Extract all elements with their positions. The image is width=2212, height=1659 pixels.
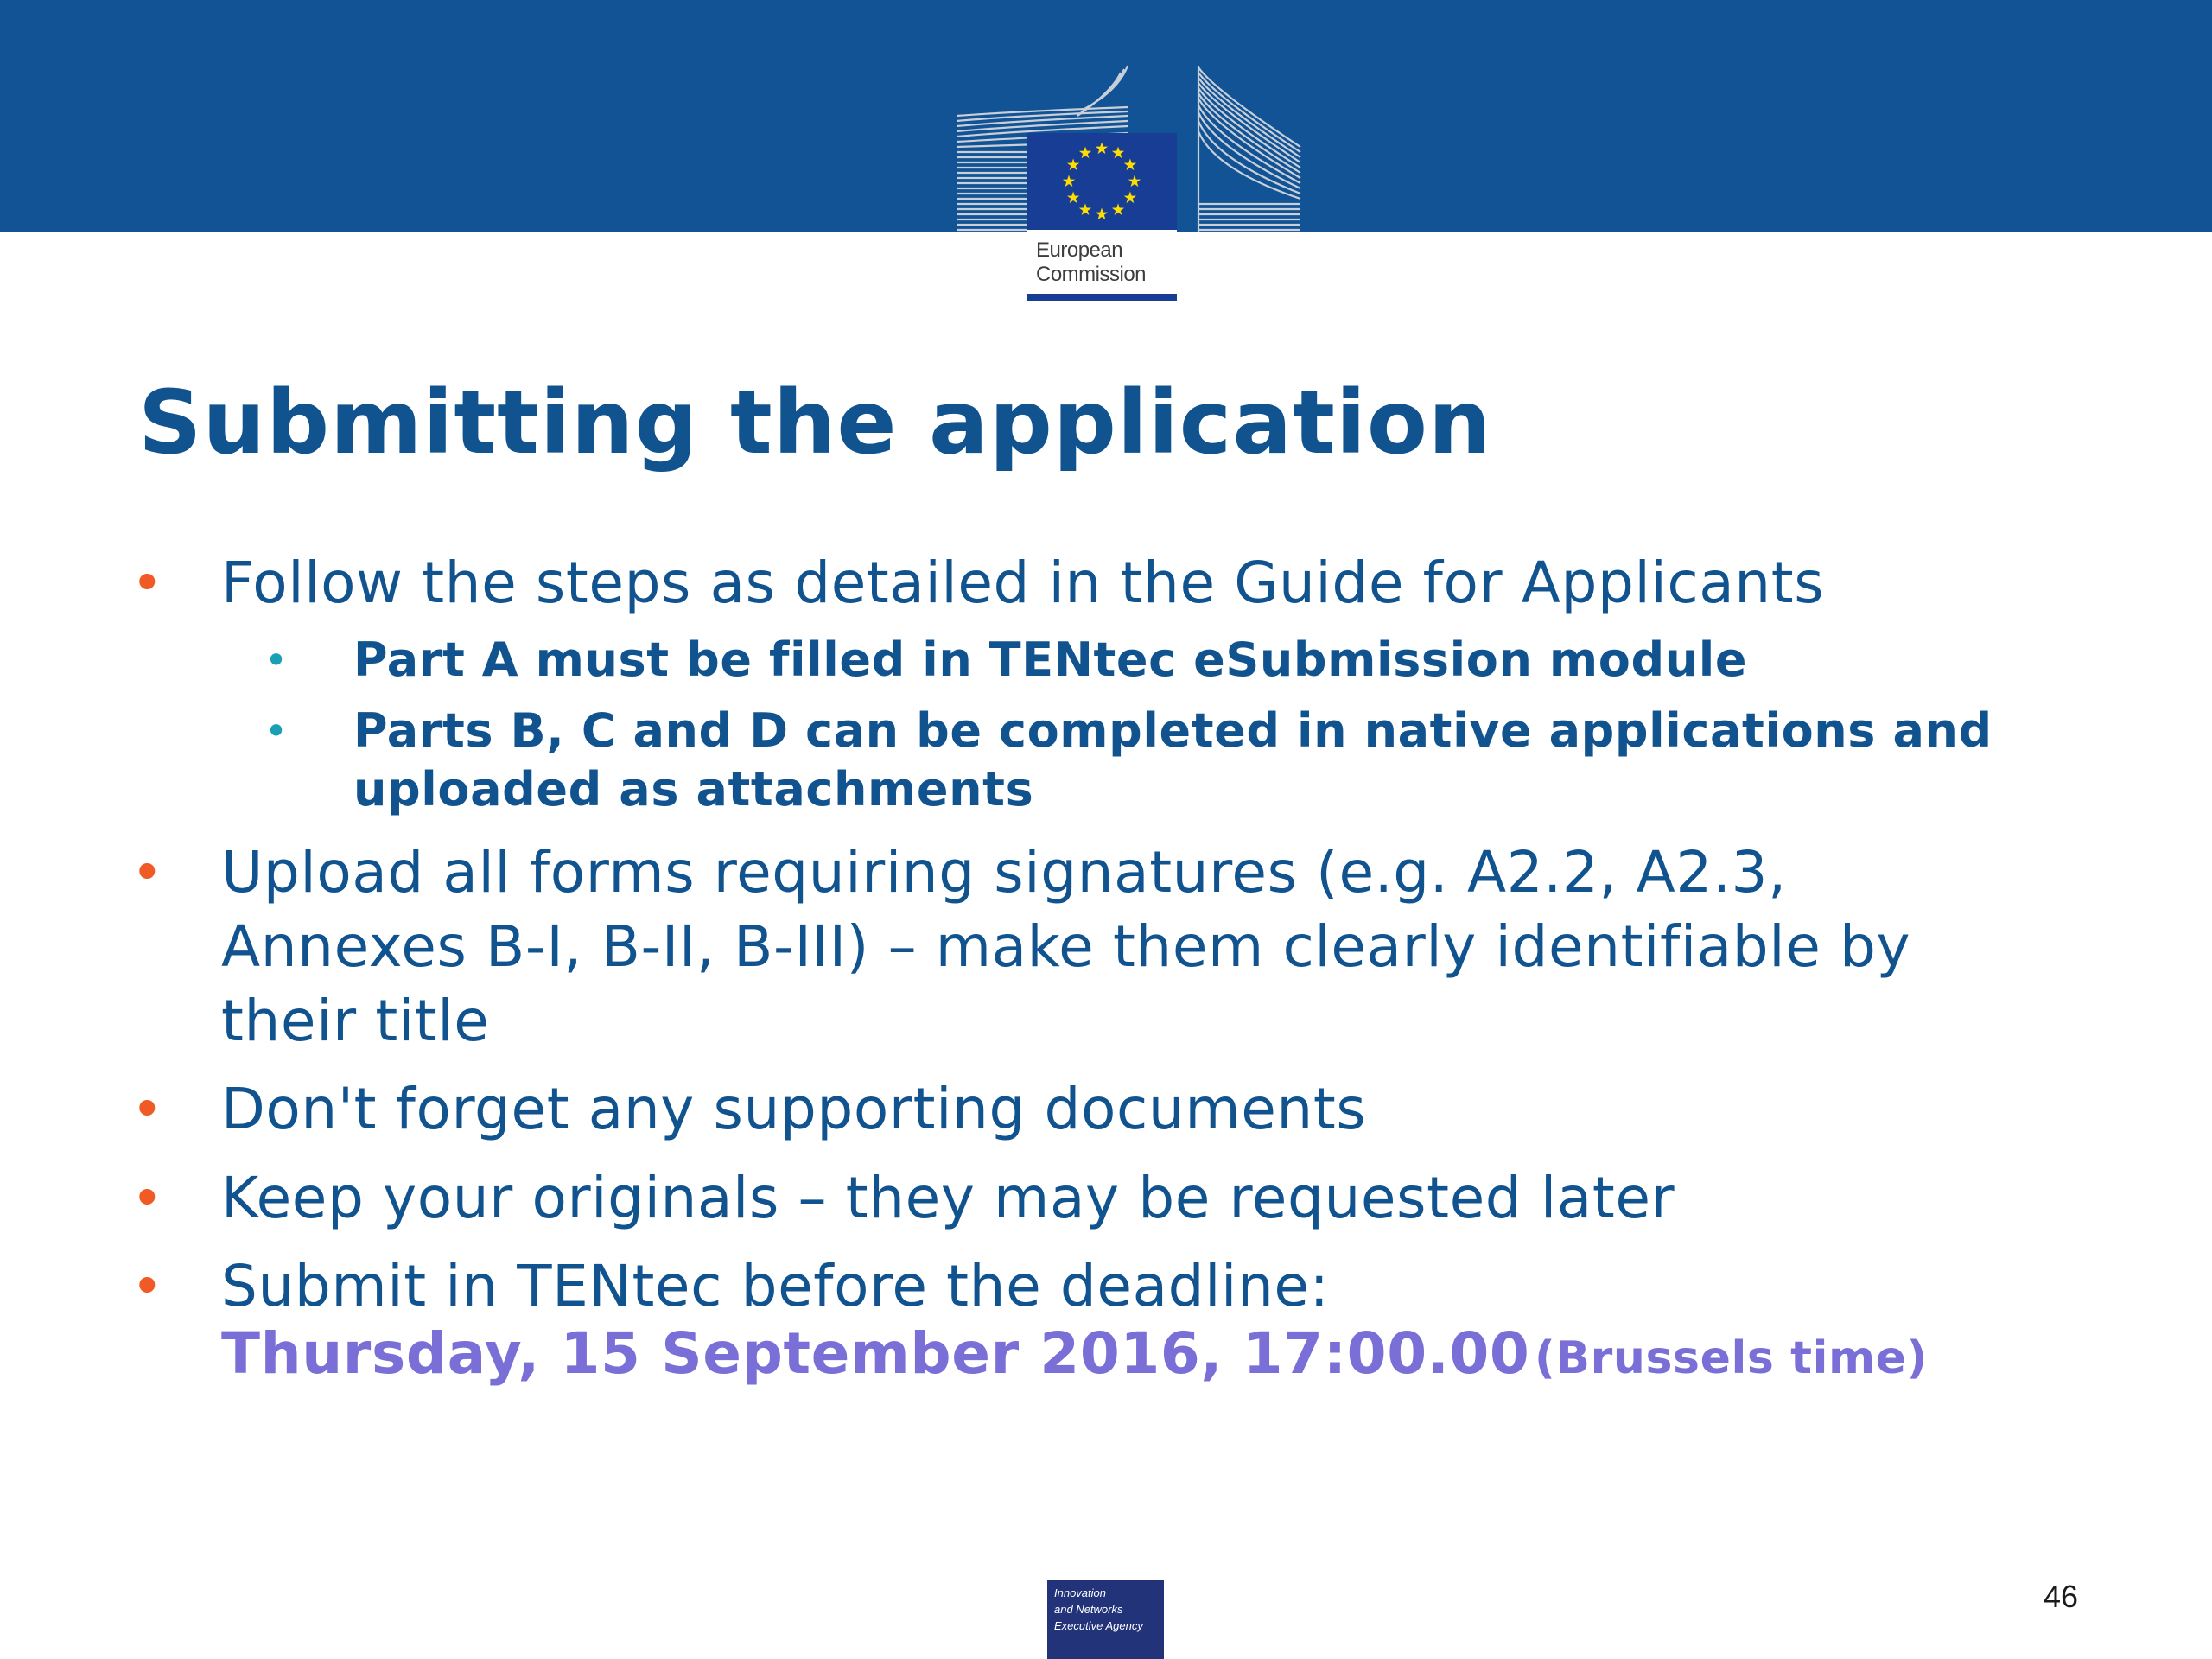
bullet-2-marker: • (131, 841, 163, 904)
sub-bullet-2-line1: Parts B, C and D can be completed in native applications and (353, 703, 1993, 758)
bullet-3-line: Don't forget any supporting documents (221, 1076, 1367, 1142)
bullet-3 (221, 1072, 2122, 1147)
bullet-2 (221, 836, 2122, 1058)
page-number: 46 (2043, 1579, 2078, 1614)
bullet-1-line: Follow the steps as detailed in the Guide for Applicants (221, 550, 1825, 616)
sub-bullet-2 (353, 702, 2125, 819)
ec-building-right-icon (1198, 66, 1300, 232)
inea-logo-line2: and Networks (1054, 1603, 1123, 1616)
inea-logo-line3: Executive Agency (1054, 1619, 1143, 1632)
sub-bullet-2-line2: uploaded as attachments (353, 762, 1034, 817)
sub-bullet-2-marker: • (264, 708, 289, 754)
logo-text-line1: European (1036, 238, 1123, 262)
bullet-2-line1: Upload all forms requiring signatures (e.g. A2.2, A2.3, (221, 839, 1787, 906)
inea-logo (1047, 1580, 1164, 1659)
bullet-5-marker: • (131, 1255, 163, 1318)
logo-bottom-bar (1027, 294, 1177, 301)
inea-logo-text (1054, 1585, 1161, 1634)
deadline-date: Thursday, 15 September 2016, 17:00.00 (221, 1320, 1530, 1387)
deadline-note: (Brussels time) (1535, 1332, 1929, 1384)
bullet-4-marker: • (131, 1166, 163, 1230)
bullet-2-line3: their title (221, 988, 490, 1054)
slide-title: Submitting the application (138, 372, 1492, 474)
bullet-2-line2: Annexes B-I, B-II, B-III) – make them clearly identifiable by (221, 913, 1911, 980)
bullet-1 (221, 546, 2122, 620)
deadline (221, 1317, 1928, 1391)
bullet-5-line: Submit in TENtec before the deadline: (221, 1253, 1330, 1319)
logo-text-line2: Commission (1036, 263, 1147, 286)
bullet-3-marker: • (131, 1077, 163, 1141)
bullet-4-line: Keep your originals – they may be requested later (221, 1165, 1675, 1231)
sub-bullet-1 (353, 631, 2125, 690)
bullet-4 (221, 1161, 2122, 1236)
inea-logo-line1: Innovation (1054, 1586, 1106, 1599)
sub-bullet-1-line: Part A must be filled in TENtec eSubmission module (353, 632, 1748, 687)
logo-text (1036, 238, 1174, 287)
bullet-5 (221, 1249, 2122, 1324)
bullet-1-marker: • (131, 551, 163, 614)
sub-bullet-1-marker: • (264, 637, 289, 683)
